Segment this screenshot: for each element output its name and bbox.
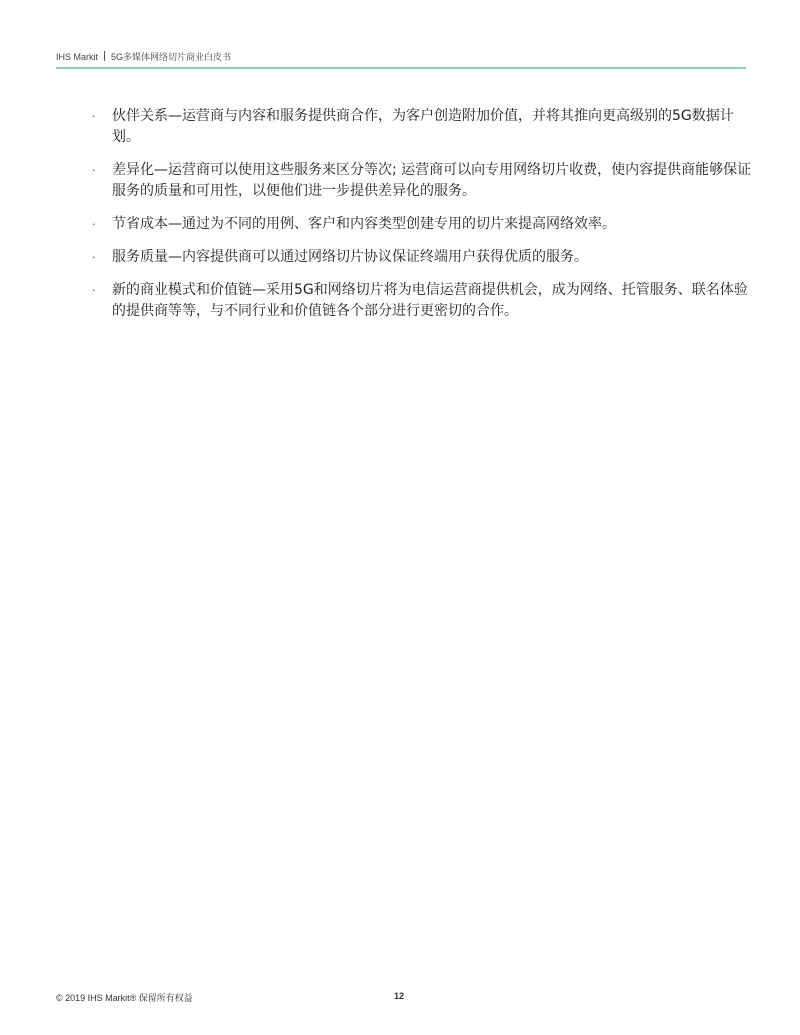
header-separator [104, 51, 105, 61]
bullet-text: 伙伴关系—运营商与内容和服务提供商合作，为客户创造附加价值，并将其推向更高级别的5G数据计划。 [112, 108, 734, 145]
bullet-marker: · [92, 218, 96, 231]
bullet-item-cost-saving [88, 214, 758, 235]
header-doc-title: 5G多媒体网络切片商业白皮书 [111, 52, 232, 62]
bullet-marker: · [92, 284, 96, 297]
bullet-item-differentiation [88, 160, 758, 202]
bullet-item-partnership [88, 106, 758, 148]
bullet-text: 新的商业模式和价值链—采用5G和网络切片将为电信运营商提供机会，成为网络、托管服务、联名体验的提供商等等，与不同行业和价值链各个部分进行更密切的合作。 [112, 282, 748, 319]
bullet-text: 节省成本—通过为不同的用例、客户和内容类型创建专用的切片来提高网络效率。 [112, 216, 616, 232]
page-number: 12 [394, 991, 405, 1001]
bullet-item-business-model [88, 280, 758, 322]
bullet-marker: · [92, 110, 96, 123]
bullet-text: 差异化—运营商可以使用这些服务来区分等次; 运营商可以向专用网络切片收费，使内容提供商能够保证服务的质量和可用性，以便他们进一步提供差异化的服务。 [112, 162, 752, 199]
running-header [56, 50, 231, 63]
bullet-marker: · [92, 164, 96, 177]
bullet-item-service-quality [88, 247, 758, 268]
header-rule [56, 67, 746, 69]
footer-copyright: © 2019 IHS Markit® 保留所有权益 [56, 993, 193, 1003]
header-brand: IHS Markit [56, 52, 99, 62]
bullet-marker: · [92, 251, 96, 264]
benefits-bullet-list [88, 106, 758, 334]
bullet-text: 服务质量—内容提供商可以通过网络切片协议保证终端用户获得优质的服务。 [112, 249, 588, 265]
